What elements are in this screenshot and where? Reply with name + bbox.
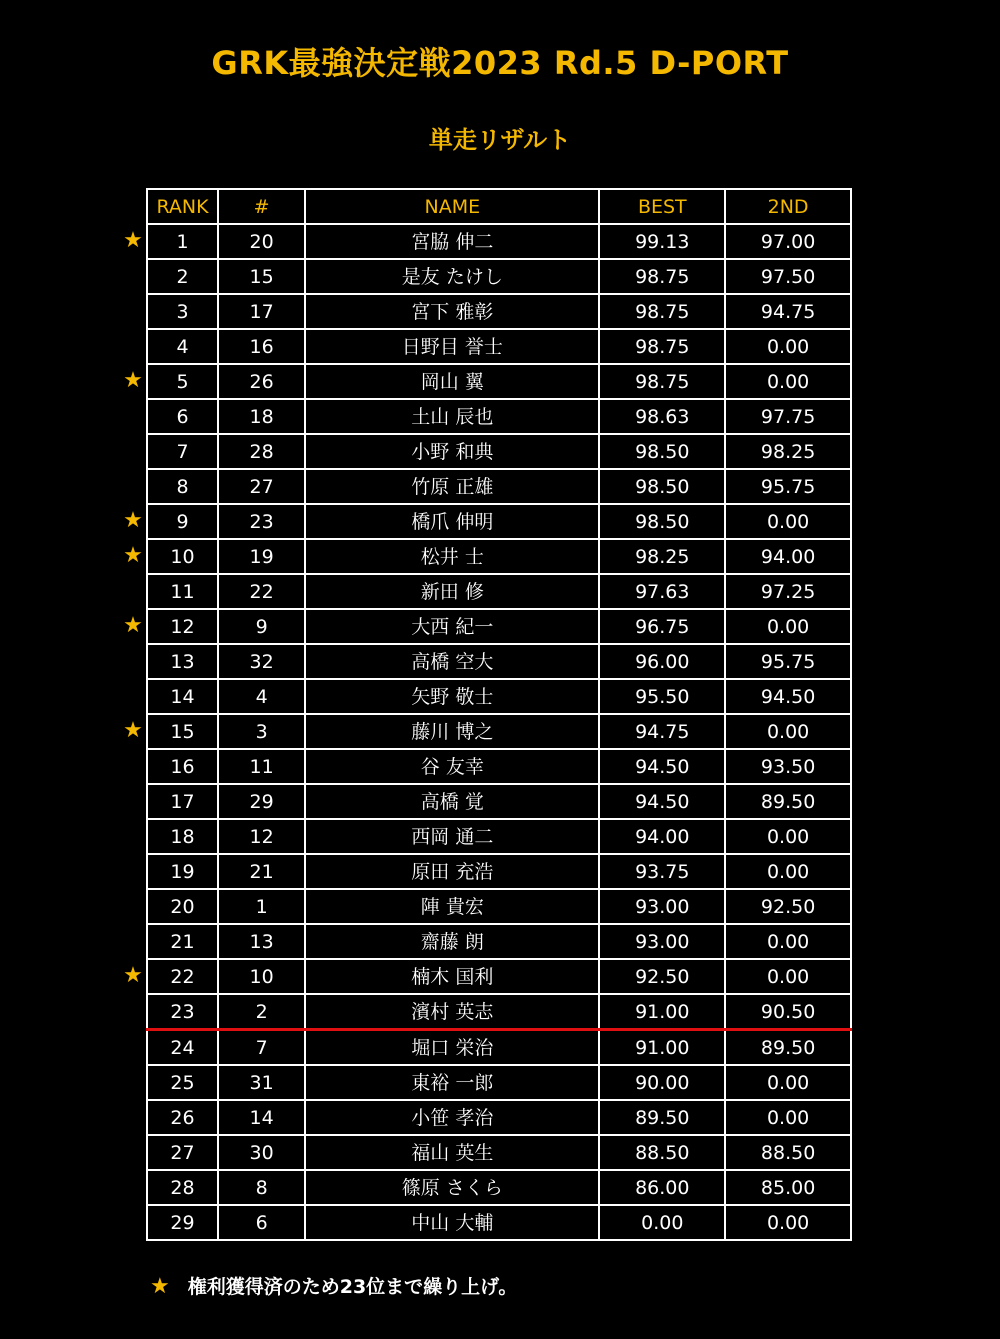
cell-number: 8 (218, 1170, 305, 1205)
cell-rank: 17 (147, 784, 218, 819)
cell-name: 岡山 翼 (305, 364, 599, 399)
cell-number: 11 (218, 749, 305, 784)
cell-best: 98.75 (599, 259, 725, 294)
table-row (147, 434, 851, 469)
table-row (147, 994, 851, 1030)
table-row (147, 644, 851, 679)
cell-second: 85.00 (725, 1170, 851, 1205)
star-slot-empty (118, 1064, 148, 1099)
star-icon: ★ (123, 228, 143, 253)
cell-best: 94.50 (599, 749, 725, 784)
table-row (147, 1135, 851, 1170)
cell-rank: 6 (147, 399, 218, 434)
cell-number: 27 (218, 469, 305, 504)
header-second: 2ND (725, 189, 851, 224)
cell-number: 3 (218, 714, 305, 749)
cell-name: 堀口 栄治 (305, 1030, 599, 1066)
star-slot-empty (118, 993, 148, 1029)
cell-rank: 2 (147, 259, 218, 294)
star-slot-empty (118, 643, 148, 678)
cell-best: 99.13 (599, 224, 725, 259)
cell-rank: 15 (147, 714, 218, 749)
cell-second: 89.50 (725, 1030, 851, 1066)
cell-number: 1 (218, 889, 305, 924)
star-slot-empty (118, 468, 148, 503)
cell-second: 0.00 (725, 819, 851, 854)
star-slot-empty (118, 1029, 148, 1065)
cell-rank: 1 (147, 224, 218, 259)
cell-rank: 25 (147, 1065, 218, 1100)
star-slot-empty (118, 258, 148, 293)
cell-second: 0.00 (725, 959, 851, 994)
star-slot-empty (118, 783, 148, 818)
table-row (147, 504, 851, 539)
star-icon: ★ (150, 1274, 170, 1299)
cell-number: 30 (218, 1135, 305, 1170)
table-row (147, 609, 851, 644)
cell-second: 0.00 (725, 714, 851, 749)
cell-name: 藤川 博之 (305, 714, 599, 749)
table-row (147, 399, 851, 434)
table-row (147, 574, 851, 609)
star-icon: ★ (123, 718, 143, 743)
cell-name: 矢野 敬士 (305, 679, 599, 714)
star-slot-empty (118, 888, 148, 923)
cell-name: 齋藤 朗 (305, 924, 599, 959)
cell-second: 0.00 (725, 504, 851, 539)
cell-name: 谷 友幸 (305, 749, 599, 784)
cell-number: 17 (218, 294, 305, 329)
cell-second: 97.25 (725, 574, 851, 609)
cell-rank: 20 (147, 889, 218, 924)
table-row (147, 259, 851, 294)
cell-number: 23 (218, 504, 305, 539)
cell-best: 98.50 (599, 434, 725, 469)
cell-name: 高橋 覚 (305, 784, 599, 819)
cell-second: 0.00 (725, 609, 851, 644)
footnote-text: 権利獲得済のため23位まで繰り上げ。 (187, 1276, 518, 1298)
cell-second: 0.00 (725, 364, 851, 399)
cell-number: 26 (218, 364, 305, 399)
star-slot-empty (118, 818, 148, 853)
cell-number: 31 (218, 1065, 305, 1100)
table-row (147, 1030, 851, 1066)
cell-name: 竹原 正雄 (305, 469, 599, 504)
cell-best: 94.50 (599, 784, 725, 819)
cell-name: 福山 英生 (305, 1135, 599, 1170)
cell-rank: 3 (147, 294, 218, 329)
results-body (147, 224, 851, 1240)
cell-second: 0.00 (725, 1065, 851, 1100)
table-row (147, 294, 851, 329)
table-row (147, 364, 851, 399)
cell-best: 93.75 (599, 854, 725, 889)
table-row (147, 224, 851, 259)
cell-second: 92.50 (725, 889, 851, 924)
table-row (147, 1100, 851, 1135)
cell-rank: 19 (147, 854, 218, 889)
cell-name: 新田 修 (305, 574, 599, 609)
table-row (147, 469, 851, 504)
cell-number: 16 (218, 329, 305, 364)
star-slot-empty (118, 398, 148, 433)
cell-rank: 14 (147, 679, 218, 714)
cell-rank: 11 (147, 574, 218, 609)
cell-best: 98.25 (599, 539, 725, 574)
cell-name: 濱村 英志 (305, 994, 599, 1030)
cell-rank: 26 (147, 1100, 218, 1135)
star-slot-empty (118, 1099, 148, 1134)
cell-best: 98.75 (599, 364, 725, 399)
header-number: # (218, 189, 305, 224)
cell-best: 89.50 (599, 1100, 725, 1135)
cell-best: 98.50 (599, 469, 725, 504)
star-slot-empty (118, 1134, 148, 1169)
cell-name: 小笹 孝治 (305, 1100, 599, 1135)
cell-rank: 5 (147, 364, 218, 399)
footnote (150, 1272, 517, 1299)
table-row (147, 959, 851, 994)
star-slot-empty (118, 1204, 148, 1239)
cell-number: 13 (218, 924, 305, 959)
table-row (147, 854, 851, 889)
table-row (147, 679, 851, 714)
star-slot-empty (118, 293, 148, 328)
table-row (147, 1205, 851, 1240)
cell-rank: 13 (147, 644, 218, 679)
cell-best: 92.50 (599, 959, 725, 994)
cell-number: 22 (218, 574, 305, 609)
cell-number: 18 (218, 399, 305, 434)
cell-name: 橋爪 伸明 (305, 504, 599, 539)
cell-name: 陣 貴宏 (305, 889, 599, 924)
cell-best: 94.75 (599, 714, 725, 749)
cell-rank: 10 (147, 539, 218, 574)
cell-best: 0.00 (599, 1205, 725, 1240)
cell-second: 0.00 (725, 1100, 851, 1135)
cell-best: 86.00 (599, 1170, 725, 1205)
cell-best: 97.63 (599, 574, 725, 609)
star-icon: ★ (123, 508, 143, 533)
cell-number: 4 (218, 679, 305, 714)
star-slot-empty (118, 573, 148, 608)
cell-second: 95.75 (725, 644, 851, 679)
star-icon: ★ (123, 613, 143, 638)
cell-name: 篠原 さくら (305, 1170, 599, 1205)
cell-best: 96.00 (599, 644, 725, 679)
cell-rank: 9 (147, 504, 218, 539)
star-slot-header (118, 188, 148, 223)
cell-second: 97.75 (725, 399, 851, 434)
table-row (147, 749, 851, 784)
results-table (146, 188, 852, 1241)
cell-rank: 24 (147, 1030, 218, 1066)
cell-second: 94.75 (725, 294, 851, 329)
cell-rank: 28 (147, 1170, 218, 1205)
star-slot-empty (118, 748, 148, 783)
cell-best: 98.75 (599, 294, 725, 329)
cell-number: 21 (218, 854, 305, 889)
table-row (147, 714, 851, 749)
cell-number: 15 (218, 259, 305, 294)
cell-name: 土山 辰也 (305, 399, 599, 434)
cell-number: 12 (218, 819, 305, 854)
star-icon: ★ (123, 543, 143, 568)
cell-number: 19 (218, 539, 305, 574)
cell-second: 94.50 (725, 679, 851, 714)
cell-second: 89.50 (725, 784, 851, 819)
header-name: NAME (305, 189, 599, 224)
cell-best: 98.50 (599, 504, 725, 539)
cell-number: 7 (218, 1030, 305, 1066)
cell-rank: 8 (147, 469, 218, 504)
table-row (147, 784, 851, 819)
cell-number: 6 (218, 1205, 305, 1240)
cell-second: 97.50 (725, 259, 851, 294)
cell-second: 93.50 (725, 749, 851, 784)
cell-rank: 29 (147, 1205, 218, 1240)
cell-rank: 4 (147, 329, 218, 364)
cell-number: 14 (218, 1100, 305, 1135)
cell-best: 90.00 (599, 1065, 725, 1100)
cell-best: 91.00 (599, 1030, 725, 1066)
cell-name: 西岡 通二 (305, 819, 599, 854)
cell-best: 95.50 (599, 679, 725, 714)
cell-rank: 16 (147, 749, 218, 784)
cell-number: 2 (218, 994, 305, 1030)
cell-second: 98.25 (725, 434, 851, 469)
table-row (147, 889, 851, 924)
star-slot-empty (118, 328, 148, 363)
table-row (147, 1065, 851, 1100)
cell-best: 98.63 (599, 399, 725, 434)
cell-rank: 18 (147, 819, 218, 854)
table-header-row (147, 189, 851, 224)
star-slot-empty (118, 678, 148, 713)
star-icon: ★ (123, 963, 143, 988)
cell-name: 大西 紀一 (305, 609, 599, 644)
cell-rank: 7 (147, 434, 218, 469)
cell-number: 20 (218, 224, 305, 259)
cell-name: 宮脇 伸二 (305, 224, 599, 259)
cell-rank: 12 (147, 609, 218, 644)
cell-second: 0.00 (725, 924, 851, 959)
cell-second: 94.00 (725, 539, 851, 574)
cell-best: 98.75 (599, 329, 725, 364)
table-row (147, 1170, 851, 1205)
cell-name: 宮下 雅彰 (305, 294, 599, 329)
header-best: BEST (599, 189, 725, 224)
cell-name: 松井 士 (305, 539, 599, 574)
star-slot-empty (118, 923, 148, 958)
cell-rank: 21 (147, 924, 218, 959)
star-slot-empty (118, 1169, 148, 1204)
cell-name: 高橋 空大 (305, 644, 599, 679)
cell-name: 東裕 一郎 (305, 1065, 599, 1100)
cell-name: 是友 たけし (305, 259, 599, 294)
cell-second: 0.00 (725, 1205, 851, 1240)
cell-second: 90.50 (725, 994, 851, 1030)
star-slot-empty (118, 853, 148, 888)
page-title: GRK最強決定戦2023 Rd.5 D-PORT (211, 44, 789, 82)
cell-number: 9 (218, 609, 305, 644)
star-icon: ★ (123, 368, 143, 393)
table-row (147, 924, 851, 959)
cell-number: 29 (218, 784, 305, 819)
cell-number: 32 (218, 644, 305, 679)
cell-name: 日野目 誉士 (305, 329, 599, 364)
cell-best: 93.00 (599, 889, 725, 924)
cell-rank: 22 (147, 959, 218, 994)
cell-number: 28 (218, 434, 305, 469)
star-slot-empty (118, 433, 148, 468)
cell-name: 小野 和典 (305, 434, 599, 469)
cell-second: 95.75 (725, 469, 851, 504)
table-row (147, 329, 851, 364)
cell-best: 96.75 (599, 609, 725, 644)
star-marker-column (118, 188, 148, 1239)
cell-number: 10 (218, 959, 305, 994)
table-row (147, 539, 851, 574)
cell-rank: 27 (147, 1135, 218, 1170)
page-subtitle: 単走リザルト (428, 126, 572, 154)
table-row (147, 819, 851, 854)
cell-best: 93.00 (599, 924, 725, 959)
cell-best: 94.00 (599, 819, 725, 854)
cell-second: 0.00 (725, 854, 851, 889)
cell-name: 楠木 国利 (305, 959, 599, 994)
cell-second: 97.00 (725, 224, 851, 259)
cell-second: 0.00 (725, 329, 851, 364)
cell-best: 91.00 (599, 994, 725, 1030)
header-rank: RANK (147, 189, 218, 224)
cell-second: 88.50 (725, 1135, 851, 1170)
cell-name: 中山 大輔 (305, 1205, 599, 1240)
cell-name: 原田 充浩 (305, 854, 599, 889)
cell-rank: 23 (147, 994, 218, 1030)
cell-best: 88.50 (599, 1135, 725, 1170)
